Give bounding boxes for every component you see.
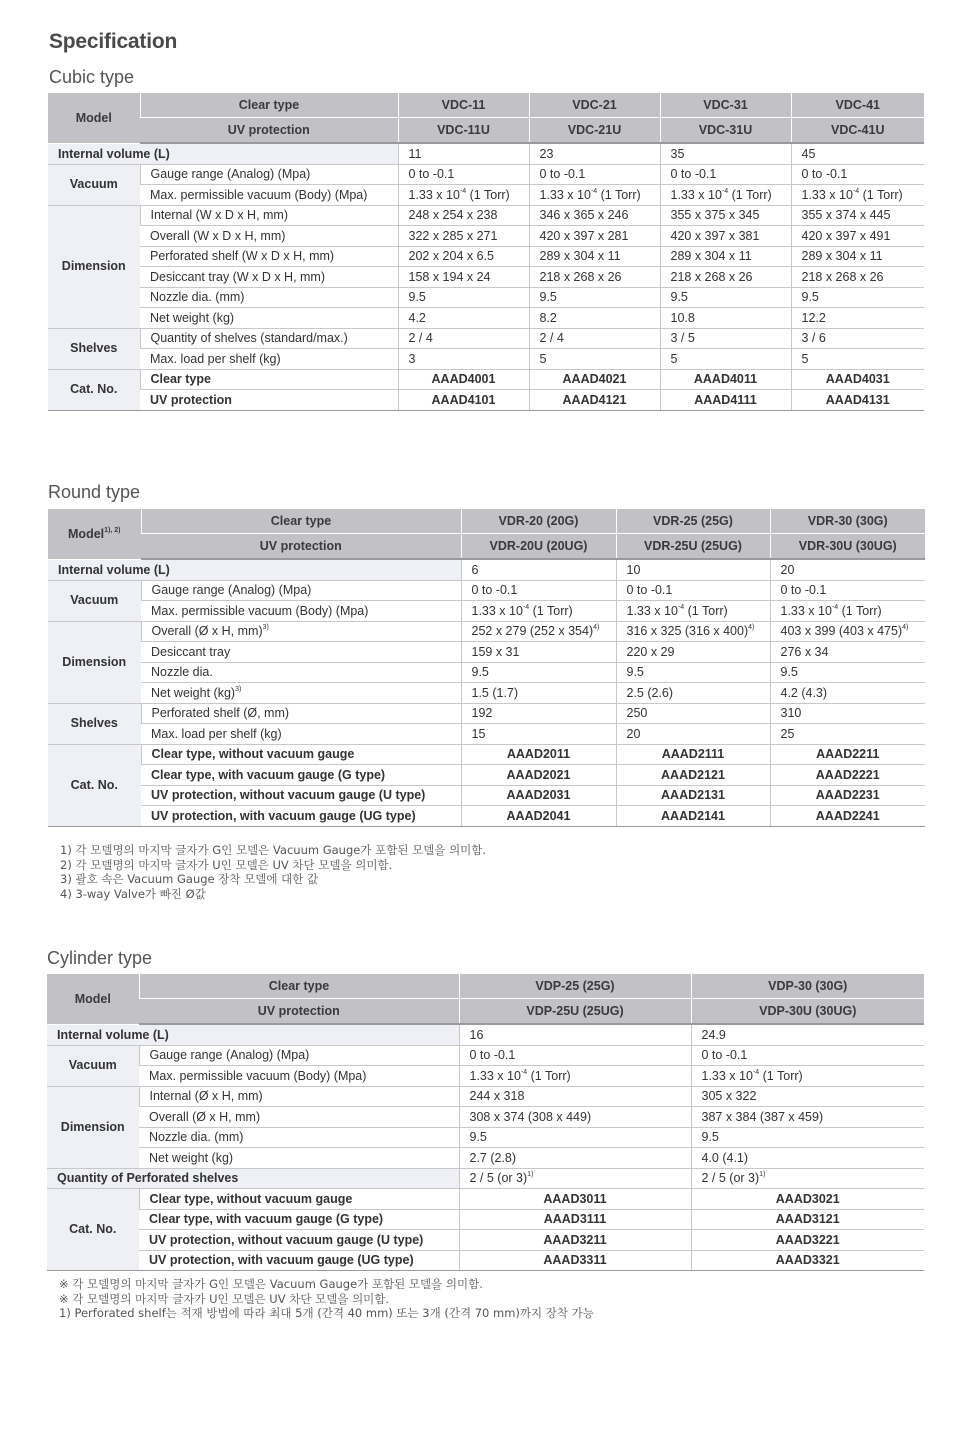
- cell-value: 20: [770, 559, 925, 580]
- cat-number: AAAD2231: [770, 785, 925, 806]
- cat-number: AAAD2021: [461, 765, 616, 786]
- cubic-model-clear: VDC-41: [791, 93, 924, 118]
- cat-number: AAAD2011: [461, 744, 616, 765]
- cell-value: 244 x 318: [459, 1086, 691, 1107]
- cell-value: 355 x 375 x 345: [660, 205, 791, 226]
- cell-value: 9.5: [461, 662, 616, 683]
- table-row: [48, 559, 925, 580]
- cell-value: 3: [398, 349, 529, 370]
- row-label: UV protection: [140, 390, 398, 411]
- table-row: [48, 765, 925, 786]
- cylinder-model-clear: VDP-25 (25G): [459, 974, 691, 999]
- row-label: Max. permissible vacuum (Body) (Mpa): [140, 185, 398, 206]
- cat-number: AAAD3221: [691, 1230, 924, 1251]
- table-row: [47, 1209, 924, 1230]
- round-model-uv: VDR-20U (20UG): [461, 534, 616, 560]
- cat-number: AAAD4031: [791, 369, 924, 390]
- cat-number: AAAD2141: [616, 806, 770, 827]
- cubic-header-row-uv: [48, 118, 924, 144]
- group-label: Shelves: [48, 703, 141, 744]
- table-row: [47, 1024, 924, 1045]
- cell-value: 0 to -0.1: [459, 1045, 691, 1066]
- page-title: Specification: [49, 30, 178, 53]
- row-label: Gauge range (Analog) (Mpa): [140, 164, 398, 185]
- cell-value: 2 / 4: [398, 328, 529, 349]
- row-label: Clear type: [140, 369, 398, 390]
- round-uv-label: UV protection: [141, 534, 461, 560]
- row-label: Max. load per shelf (kg): [141, 724, 461, 745]
- table-row: [48, 703, 925, 724]
- cell-value: 0 to -0.1: [660, 164, 791, 185]
- cell-value: 9.5: [529, 287, 660, 308]
- cubic-model-clear: VDC-21: [529, 93, 660, 118]
- cat-number: AAAD3311: [459, 1250, 691, 1271]
- cat-number: AAAD4121: [529, 390, 660, 411]
- cell-value: 1.33 x $10^{-4}$ (1 Torr): [691, 1066, 924, 1087]
- row-label: Quantity of shelves (standard/max.): [140, 328, 398, 349]
- cell-value: 420 x 397 x 381: [660, 226, 791, 247]
- cat-number: AAAD2241: [770, 806, 925, 827]
- group-label: Shelves: [48, 328, 140, 369]
- cell-value: 387 x 384 (387 x 459): [691, 1107, 924, 1128]
- cat-number: AAAD3111: [459, 1209, 691, 1230]
- table-row: [48, 744, 925, 765]
- footnote: 2) 각 모델명의 마지막 글자가 U인 모델은 UV 차단 모델을 의미함.: [60, 857, 393, 872]
- row-label: Quantity of Perforated shelves: [47, 1168, 459, 1189]
- cell-value: 403 x 399 (403 x 475)$^{4)}$: [770, 621, 925, 642]
- cylinder-section-title: Cylinder type: [47, 948, 153, 968]
- cylinder-footnotes: [59, 1277, 594, 1321]
- cell-value: 5: [791, 349, 924, 370]
- cubic-model-clear: VDC-11: [398, 93, 529, 118]
- cell-value: 9.5: [459, 1127, 691, 1148]
- cell-value: 3 / 6: [791, 328, 924, 349]
- table-row: [47, 1168, 924, 1189]
- cell-value: 9.5: [691, 1127, 924, 1148]
- table-row: [48, 185, 924, 206]
- round-model-uv: VDR-30U (30UG): [770, 534, 925, 560]
- cylinder-spec-table: [47, 974, 924, 1271]
- cell-value: 0 to -0.1: [770, 580, 925, 601]
- cell-value: 5: [529, 349, 660, 370]
- row-label: Gauge range (Analog) (Mpa): [141, 580, 461, 601]
- cylinder-header-row-uv: [47, 999, 924, 1025]
- cell-value: 15: [461, 724, 616, 745]
- cat-number: AAAD4001: [398, 369, 529, 390]
- cell-value: 0 to -0.1: [398, 164, 529, 185]
- row-label: Internal (W x D x H, mm): [140, 205, 398, 226]
- table-row: [48, 390, 924, 411]
- table-row: [48, 246, 924, 267]
- row-label: Internal volume (L): [47, 1024, 459, 1045]
- table-row: [47, 1127, 924, 1148]
- table-row: [47, 1189, 924, 1210]
- cell-value: 2 / 5 (or 3)$^{1)}$: [691, 1168, 924, 1189]
- cell-value: 1.33 x $10^{-4}$ (1 Torr): [791, 185, 924, 206]
- table-row: [47, 1107, 924, 1128]
- round-footnotes: [60, 843, 486, 902]
- group-label: Cat. No.: [47, 1189, 139, 1271]
- row-label: Net weight (kg): [140, 308, 398, 329]
- round-clear-type-label: Clear type: [141, 509, 461, 534]
- cat-number: AAAD2131: [616, 785, 770, 806]
- cubic-clear-type-label: Clear type: [140, 93, 398, 118]
- cell-value: 159 x 31: [461, 642, 616, 663]
- cell-value: 9.5: [398, 287, 529, 308]
- cat-number: AAAD3011: [459, 1189, 691, 1210]
- cat-number: AAAD2041: [461, 806, 616, 827]
- cubic-uv-label: UV protection: [140, 118, 398, 144]
- row-label: Max. load per shelf (kg): [140, 349, 398, 370]
- group-label: Vacuum: [48, 580, 141, 621]
- cell-value: 35: [660, 143, 791, 164]
- row-label: Nozzle dia. (mm): [139, 1127, 459, 1148]
- row-label: Overall (W x D x H, mm): [140, 226, 398, 247]
- cell-value: 289 x 304 x 11: [791, 246, 924, 267]
- cylinder-header-row-clear: [47, 974, 924, 999]
- cell-value: 2 / 5 (or 3)$^{1)}$: [459, 1168, 691, 1189]
- cat-number: AAAD2031: [461, 785, 616, 806]
- cell-value: 9.5: [791, 287, 924, 308]
- cylinder-uv-label: UV protection: [139, 999, 459, 1025]
- cat-number: AAAD2211: [770, 744, 925, 765]
- row-label: Internal volume (L): [48, 559, 461, 580]
- row-label: Net weight (kg)$^{3)}$: [141, 683, 461, 704]
- cell-value: 11: [398, 143, 529, 164]
- group-label: Cat. No.: [48, 369, 140, 410]
- table-row: [48, 328, 924, 349]
- cell-value: 25: [770, 724, 925, 745]
- group-label: Cat. No.: [48, 744, 141, 826]
- footnote: 1) 각 모델명의 마지막 글자가 G인 모델은 Vacuum Gauge가 포함된 모델을 의미함.: [60, 843, 487, 857]
- table-row: [48, 267, 924, 288]
- row-label: Clear type, without vacuum gauge: [141, 744, 461, 765]
- cylinder-model-header: Model: [47, 974, 139, 1024]
- row-label: UV protection, without vacuum gauge (U type): [141, 785, 461, 806]
- cell-value: 4.0 (4.1): [691, 1148, 924, 1169]
- footnote: 3) 괄호 속은 Vacuum Gauge 장착 모델에 대한 값: [60, 872, 319, 887]
- table-row: [48, 601, 925, 622]
- cell-value: 250: [616, 703, 770, 724]
- cubic-section-title: Cubic type: [49, 67, 135, 87]
- table-row: [48, 308, 924, 329]
- cell-value: 10.8: [660, 308, 791, 329]
- cell-value: 10: [616, 559, 770, 580]
- cat-number: AAAD4011: [660, 369, 791, 390]
- cell-value: 276 x 34: [770, 642, 925, 663]
- cell-value: 346 x 365 x 246: [529, 205, 660, 226]
- row-label: UV protection, with vacuum gauge (UG type): [139, 1250, 459, 1271]
- round-model-uv: VDR-25U (25UG): [616, 534, 770, 560]
- row-label: Max. permissible vacuum (Body) (Mpa): [141, 601, 461, 622]
- cell-value: 322 x 285 x 271: [398, 226, 529, 247]
- cell-value: 3 / 5: [660, 328, 791, 349]
- cell-value: 2.5 (2.6): [616, 683, 770, 704]
- table-row: [48, 580, 925, 601]
- footnote: 1) Perforated shelf는 적재 방법에 따라 최대 5개 (간격 40 mm) 또는 3개 (간격 70 mm)까지 장착 가능: [59, 1306, 594, 1321]
- cylinder-model-clear: VDP-30 (30G): [691, 974, 924, 999]
- table-row: [47, 1045, 924, 1066]
- cell-value: 24.9: [691, 1024, 924, 1045]
- cell-value: 0 to -0.1: [529, 164, 660, 185]
- table-row: [48, 226, 924, 247]
- cell-value: 289 x 304 x 11: [529, 246, 660, 267]
- cell-value: 310: [770, 703, 925, 724]
- cell-value: 1.33 x $10^{-4}$ (1 Torr): [616, 601, 770, 622]
- round-spec-table: [48, 509, 925, 827]
- cat-number: AAAD2111: [616, 744, 770, 765]
- cell-value: 6: [461, 559, 616, 580]
- round-model-clear: VDR-20 (20G): [461, 509, 616, 534]
- cell-value: 9.5: [660, 287, 791, 308]
- cell-value: 420 x 397 x 281: [529, 226, 660, 247]
- table-row: [48, 806, 925, 827]
- group-label: Dimension: [48, 621, 141, 703]
- cell-value: 4.2 (4.3): [770, 683, 925, 704]
- cell-value: 308 x 374 (308 x 449): [459, 1107, 691, 1128]
- cell-value: 289 x 304 x 11: [660, 246, 791, 267]
- row-label: Overall (Ø x H, mm): [139, 1107, 459, 1128]
- cell-value: 202 x 204 x 6.5: [398, 246, 529, 267]
- table-row: [47, 1148, 924, 1169]
- row-label: Internal volume (L): [48, 143, 398, 164]
- cell-value: 305 x 322: [691, 1086, 924, 1107]
- group-label: Vacuum: [47, 1045, 139, 1086]
- row-label: Clear type, with vacuum gauge (G type): [141, 765, 461, 786]
- cylinder-model-uv: VDP-25U (25UG): [459, 999, 691, 1025]
- cubic-model-uv: VDC-21U: [529, 118, 660, 144]
- row-label: Desiccant tray: [141, 642, 461, 663]
- row-label: Nozzle dia. (mm): [140, 287, 398, 308]
- table-row: [47, 1086, 924, 1107]
- cubic-model-uv: VDC-11U: [398, 118, 529, 144]
- table-row: [48, 662, 925, 683]
- cat-number: AAAD3211: [459, 1230, 691, 1251]
- cell-value: 2 / 4: [529, 328, 660, 349]
- row-label: Internal (Ø x H, mm): [139, 1086, 459, 1107]
- table-row: [48, 164, 924, 185]
- row-label: Max. permissible vacuum (Body) (Mpa): [139, 1066, 459, 1087]
- round-header-row-uv: [48, 534, 925, 560]
- cylinder-model-uv: VDP-30U (30UG): [691, 999, 924, 1025]
- group-label: Vacuum: [48, 164, 140, 205]
- table-row: [48, 205, 924, 226]
- table-row: [48, 369, 924, 390]
- cell-value: 20: [616, 724, 770, 745]
- cell-value: 218 x 268 x 26: [791, 267, 924, 288]
- cell-value: 12.2: [791, 308, 924, 329]
- cell-value: 23: [529, 143, 660, 164]
- cubic-model-header: Model: [48, 93, 140, 143]
- cylinder-clear-type-label: Clear type: [139, 974, 459, 999]
- cell-value: 355 x 374 x 445: [791, 205, 924, 226]
- table-row: [48, 724, 925, 745]
- table-row: [48, 683, 925, 704]
- round-model-header: Model$^{1), 2)}$: [48, 509, 141, 559]
- row-label: Perforated shelf (Ø, mm): [141, 703, 461, 724]
- cell-value: 1.33 x $10^{-4}$ (1 Torr): [770, 601, 925, 622]
- cell-value: 1.33 x $10^{-4}$ (1 Torr): [398, 185, 529, 206]
- cell-value: 0 to -0.1: [791, 164, 924, 185]
- row-label: Net weight (kg): [139, 1148, 459, 1169]
- cell-value: 218 x 268 x 26: [529, 267, 660, 288]
- row-label: Desiccant tray (W x D x H, mm): [140, 267, 398, 288]
- cell-value: 248 x 254 x 238: [398, 205, 529, 226]
- cell-value: 1.33 x $10^{-4}$ (1 Torr): [461, 601, 616, 622]
- cell-value: 0 to -0.1: [616, 580, 770, 601]
- cell-value: 420 x 397 x 491: [791, 226, 924, 247]
- round-header-row-clear: [48, 509, 925, 534]
- cubic-model-uv: VDC-41U: [791, 118, 924, 144]
- cubic-header-row-clear: [48, 93, 924, 118]
- cat-number: AAAD2221: [770, 765, 925, 786]
- cat-number: AAAD4101: [398, 390, 529, 411]
- table-row: [48, 287, 924, 308]
- row-label: Clear type, without vacuum gauge: [139, 1189, 459, 1210]
- cat-number: AAAD4111: [660, 390, 791, 411]
- table-row: [48, 785, 925, 806]
- table-row: [48, 143, 924, 164]
- cell-value: 218 x 268 x 26: [660, 267, 791, 288]
- row-label: Nozzle dia.: [141, 662, 461, 683]
- cell-value: 2.7 (2.8): [459, 1148, 691, 1169]
- cell-value: 220 x 29: [616, 642, 770, 663]
- cell-value: 9.5: [616, 662, 770, 683]
- cubic-model-uv: VDC-31U: [660, 118, 791, 144]
- cell-value: 1.5 (1.7): [461, 683, 616, 704]
- cell-value: 316 x 325 (316 x 400)$^{4)}$: [616, 621, 770, 642]
- table-row: [47, 1066, 924, 1087]
- table-row: [48, 642, 925, 663]
- row-label: Overall (Ø x H, mm)$^{3)}$: [141, 621, 461, 642]
- cell-value: 1.33 x $10^{-4}$ (1 Torr): [529, 185, 660, 206]
- cat-number: AAAD2121: [616, 765, 770, 786]
- cell-value: 45: [791, 143, 924, 164]
- cell-value: 252 x 279 (252 x 354)$^{4)}$: [461, 621, 616, 642]
- cell-value: 0 to -0.1: [691, 1045, 924, 1066]
- round-section-title: Round type: [48, 482, 141, 502]
- footnote: 4) 3-way Valve가 빠진 Ø값: [60, 887, 206, 902]
- cat-number: AAAD4021: [529, 369, 660, 390]
- table-row: [48, 621, 925, 642]
- round-model-clear: VDR-30 (30G): [770, 509, 925, 534]
- table-row: [47, 1230, 924, 1251]
- row-label: UV protection, with vacuum gauge (UG type): [141, 806, 461, 827]
- round-model-clear: VDR-25 (25G): [616, 509, 770, 534]
- cubic-spec-table: [48, 93, 924, 411]
- row-label: UV protection, without vacuum gauge (U type): [139, 1230, 459, 1251]
- cell-value: 8.2: [529, 308, 660, 329]
- cat-number: AAAD3121: [691, 1209, 924, 1230]
- footnote: ※ 각 모델명의 마지막 글자가 U인 모델은 UV 차단 모델을 의미함.: [59, 1291, 390, 1306]
- cell-value: 158 x 194 x 24: [398, 267, 529, 288]
- row-label: Perforated shelf (W x D x H, mm): [140, 246, 398, 267]
- table-row: [48, 349, 924, 370]
- group-label: Dimension: [48, 205, 140, 328]
- cat-number: AAAD4131: [791, 390, 924, 411]
- cell-value: 9.5: [770, 662, 925, 683]
- group-label: Dimension: [47, 1086, 139, 1168]
- table-row: [47, 1250, 924, 1271]
- cell-value: 192: [461, 703, 616, 724]
- cat-number: AAAD3021: [691, 1189, 924, 1210]
- cubic-model-clear: VDC-31: [660, 93, 791, 118]
- row-label: Clear type, with vacuum gauge (G type): [139, 1209, 459, 1230]
- cell-value: 5: [660, 349, 791, 370]
- cell-value: 1.33 x $10^{-4}$ (1 Torr): [660, 185, 791, 206]
- row-label: Gauge range (Analog) (Mpa): [139, 1045, 459, 1066]
- cell-value: 1.33 x $10^{-4}$ (1 Torr): [459, 1066, 691, 1087]
- cell-value: 0 to -0.1: [461, 580, 616, 601]
- cell-value: 16: [459, 1024, 691, 1045]
- footnote: ※ 각 모델명의 마지막 글자가 G인 모델은 Vacuum Gauge가 포함된 모델을 의미함.: [59, 1277, 483, 1291]
- cell-value: 4.2: [398, 308, 529, 329]
- cat-number: AAAD3321: [691, 1250, 924, 1271]
